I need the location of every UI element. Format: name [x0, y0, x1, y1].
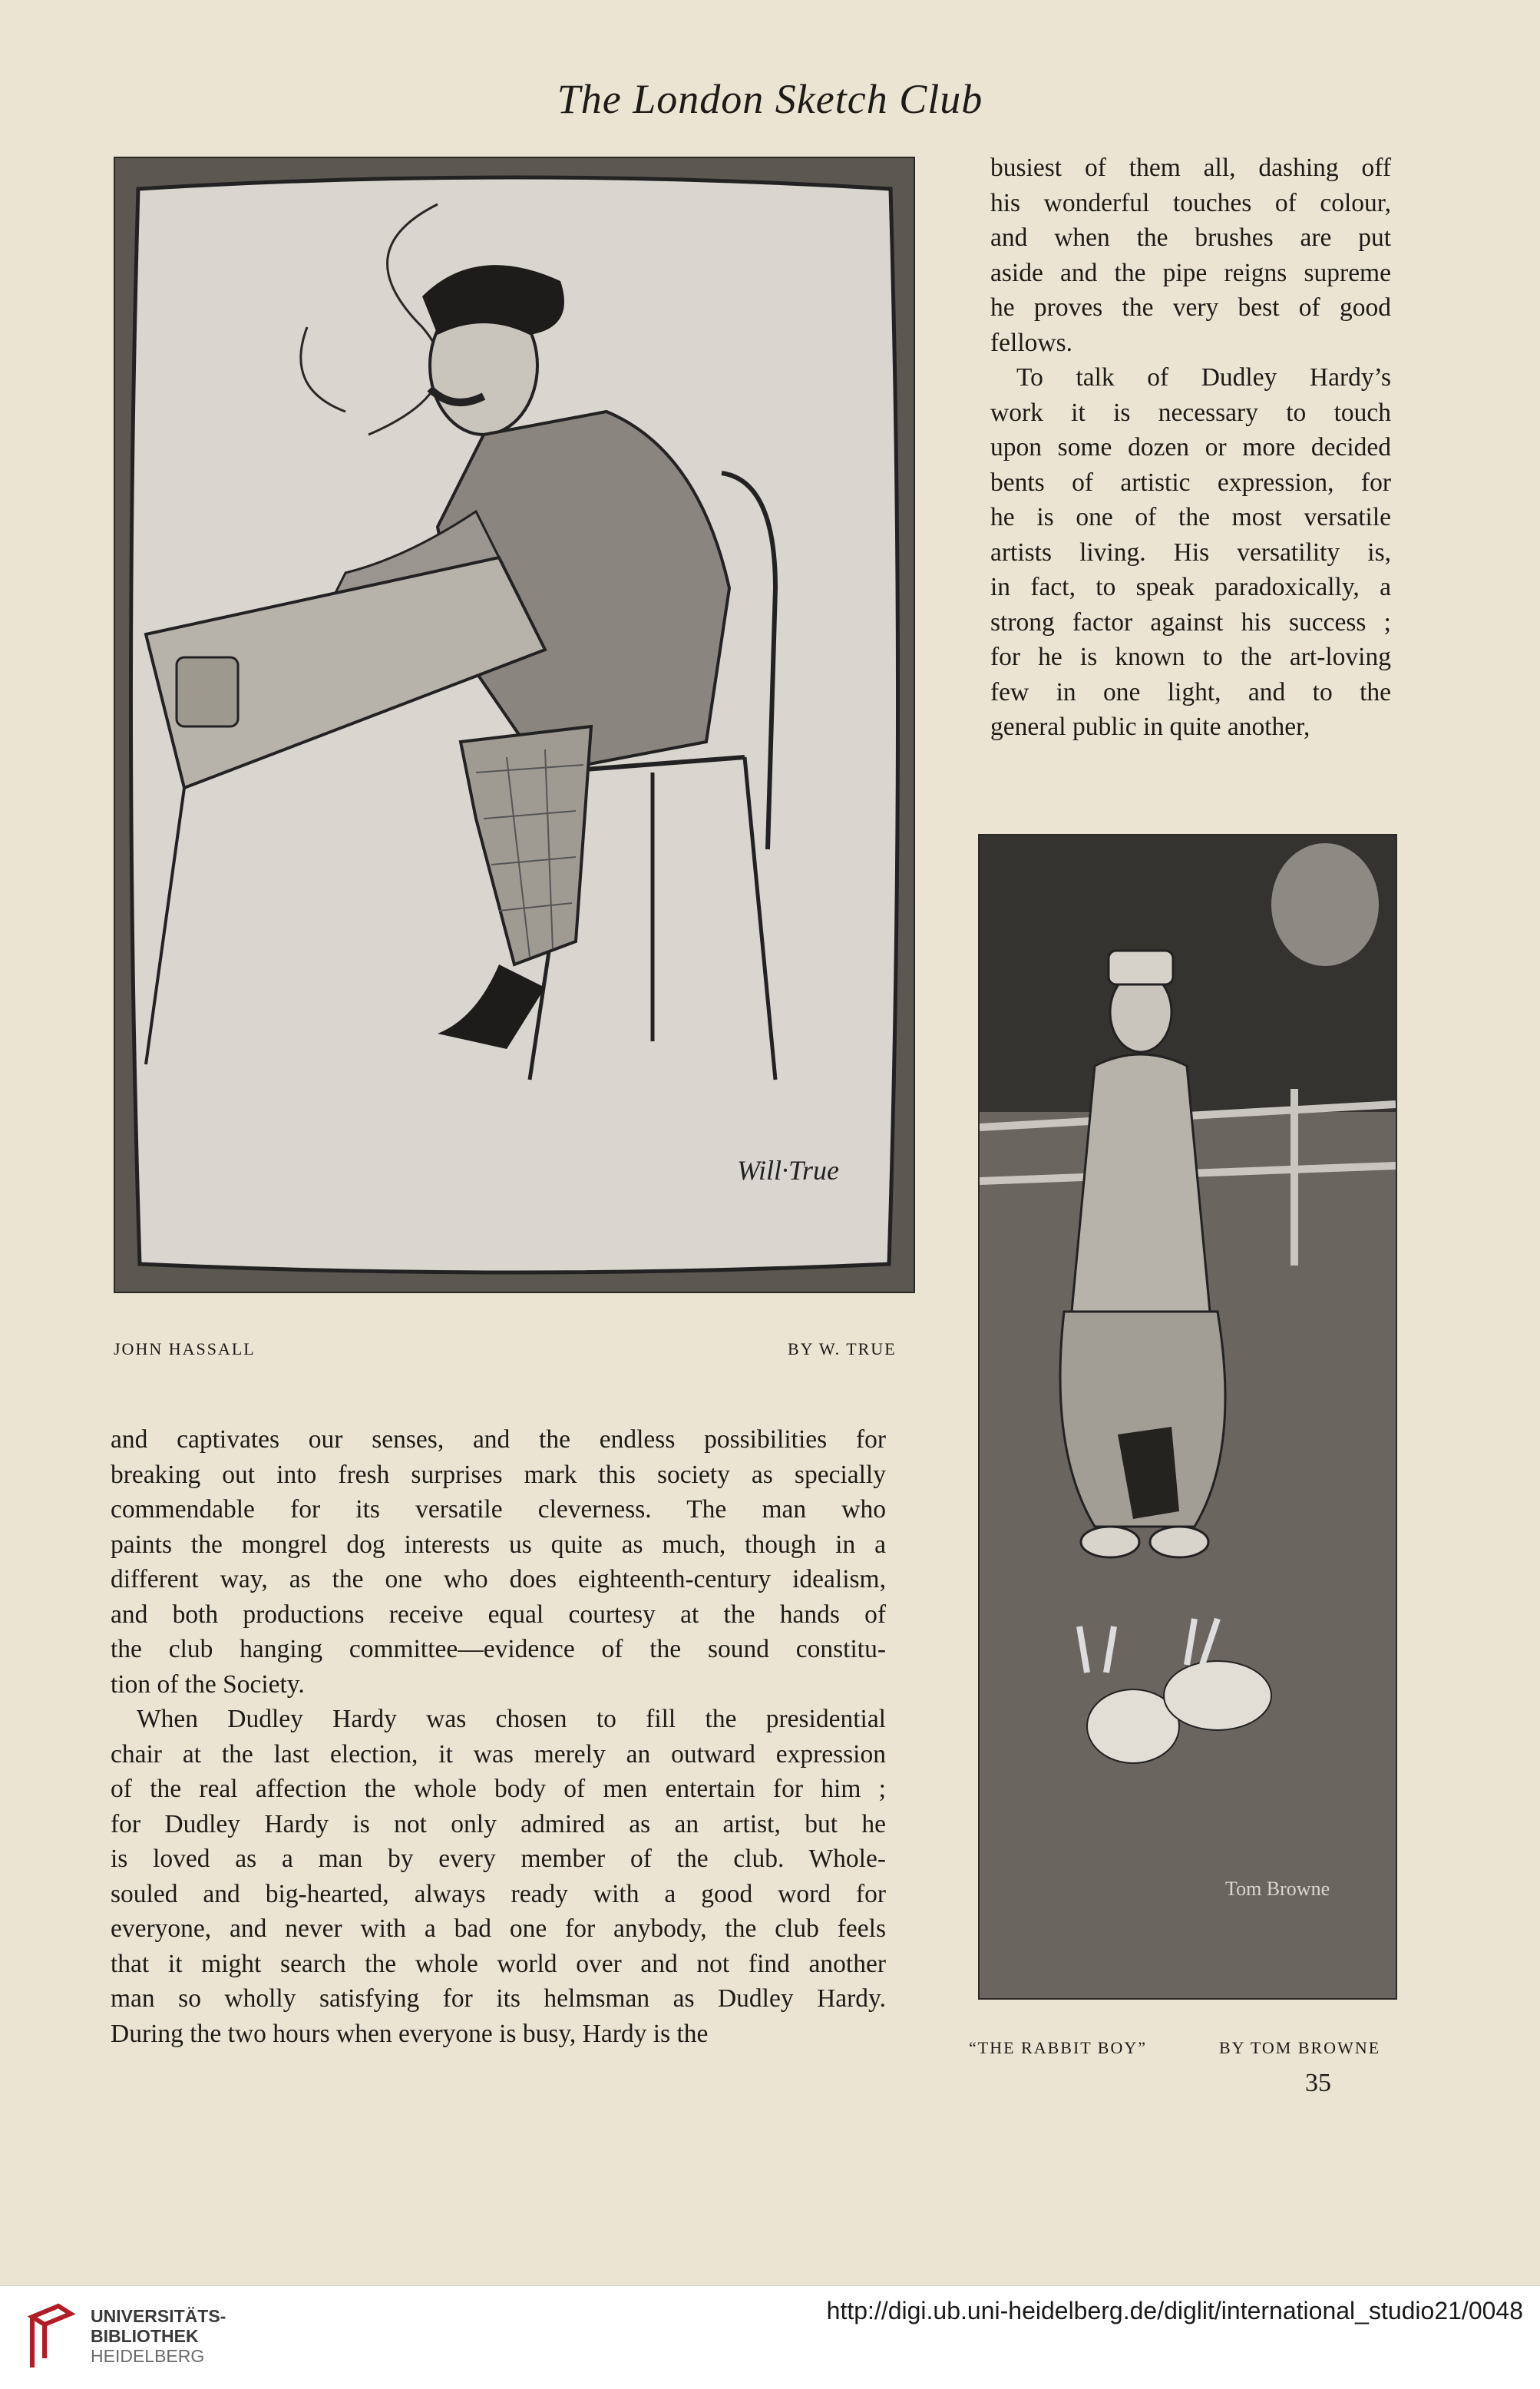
- rabbit-boy-drawing: [980, 835, 1396, 1998]
- text-line: upon some dozen or more decided: [990, 433, 1391, 462]
- text-line: the club hanging committee—evidence of the sound constitu-: [111, 1635, 886, 1663]
- text-line: chair at the last election, it was merely an outward expression: [111, 1739, 886, 1769]
- hassall-signature: Will·True: [737, 1155, 840, 1186]
- caption-rabbit-boy-title: “THE RABBIT BOY”: [969, 2038, 1148, 2057]
- university-library-logo-icon: [28, 2303, 75, 2376]
- text-line: his wonderful touches of colour,: [990, 188, 1391, 217]
- text-line: is loved as a man by every member of the club. Whole-: [111, 1845, 886, 1873]
- text-line: that it might search the whole world over and not find another: [111, 1949, 886, 1978]
- right-column-text: [990, 151, 1391, 745]
- logo-stroke-top: [32, 2306, 71, 2324]
- text-line: different way, as the one who does eighteenth-century idealism,: [111, 1565, 886, 1593]
- institution-line-2: BIBLIOTHEK: [91, 2326, 199, 2346]
- text-line: general public in quite another,: [990, 713, 1310, 741]
- text-line: fellows.: [990, 328, 1072, 357]
- illustration-rabbit-boy: [978, 834, 1397, 2000]
- text-line: for he is known to the art-loving: [990, 643, 1391, 671]
- text-line: and captivates our senses, and the endless possibilities for: [111, 1425, 886, 1454]
- institution-line-1: UNIVERSITÄTS-: [91, 2306, 226, 2326]
- library-footer: [0, 2285, 1540, 2389]
- text-line: paints the mongrel dog interests us quite as much, though in a: [111, 1530, 886, 1559]
- institution-name: [91, 2306, 226, 2366]
- text-line: commendable for its versatile cleverness. The man who: [111, 1495, 886, 1524]
- institution-line-3: HEIDELBERG: [91, 2346, 205, 2366]
- caption-hassall-credit: BY W. TRUE: [788, 1339, 897, 1358]
- text-line: busiest of them all, dashing off: [990, 154, 1391, 182]
- page-number: 35: [1305, 2069, 1331, 2097]
- text-line: bents of artistic expression, for: [990, 468, 1391, 497]
- text-line: work it is necessary to touch: [990, 398, 1391, 427]
- caption-rabbit-boy-credit: BY TOM BROWNE: [1219, 2038, 1381, 2057]
- text-line: and when the brushes are put: [990, 223, 1391, 252]
- text-line: he proves the very best of good: [990, 293, 1391, 322]
- document-url-link[interactable]: http://digi.ub.uni-heidelberg.de/diglit/international_studio21/0048: [826, 2297, 1523, 2324]
- text-line: When Dudley Hardy was chosen to fill the presidential: [137, 1705, 886, 1733]
- text-line: breaking out into fresh surprises mark this society as specially: [111, 1460, 886, 1489]
- text-line: of the real affection the whole body of men entertain for him ;: [111, 1775, 886, 1803]
- text-line: aside and the pipe reigns supreme: [990, 258, 1391, 287]
- text-line: man so wholly satisfying for its helmsman as Dudley Hardy.: [111, 1984, 886, 2013]
- illustration-john-hassall: [114, 157, 915, 1293]
- text-line: and both productions receive equal courtesy at the hands of: [111, 1600, 886, 1629]
- text-line: tion of the Society.: [111, 1669, 305, 1699]
- text-line: During the two hours when everyone is busy, Hardy is the: [111, 2019, 709, 2048]
- hassall-drawing: [115, 158, 914, 1292]
- left-column-text: [111, 1422, 886, 2051]
- rabbit-boy-signature: Tom Browne: [1225, 1878, 1330, 1900]
- running-head: The London Sketch Club: [557, 76, 983, 122]
- text-line: artists living. His versatility is,: [990, 538, 1391, 567]
- text-line: for Dudley Hardy is not only admired as an artist, but he: [111, 1809, 886, 1838]
- caption-hassall-title: JOHN HASSALL: [114, 1339, 256, 1358]
- text-line: few in one light, and to the: [990, 677, 1391, 706]
- text-line: he is one of the most versatile: [990, 503, 1391, 531]
- text-line: in fact, to speak paradoxically, a: [990, 573, 1391, 601]
- text-line: To talk of Dudley Hardy’s: [1016, 363, 1391, 392]
- text-line: strong factor against his success ;: [990, 607, 1391, 637]
- text-line: everyone, and never with a bad one for anybody, the club feels: [111, 1914, 886, 1943]
- text-line: souled and big-hearted, always ready with a good word for: [111, 1879, 886, 1908]
